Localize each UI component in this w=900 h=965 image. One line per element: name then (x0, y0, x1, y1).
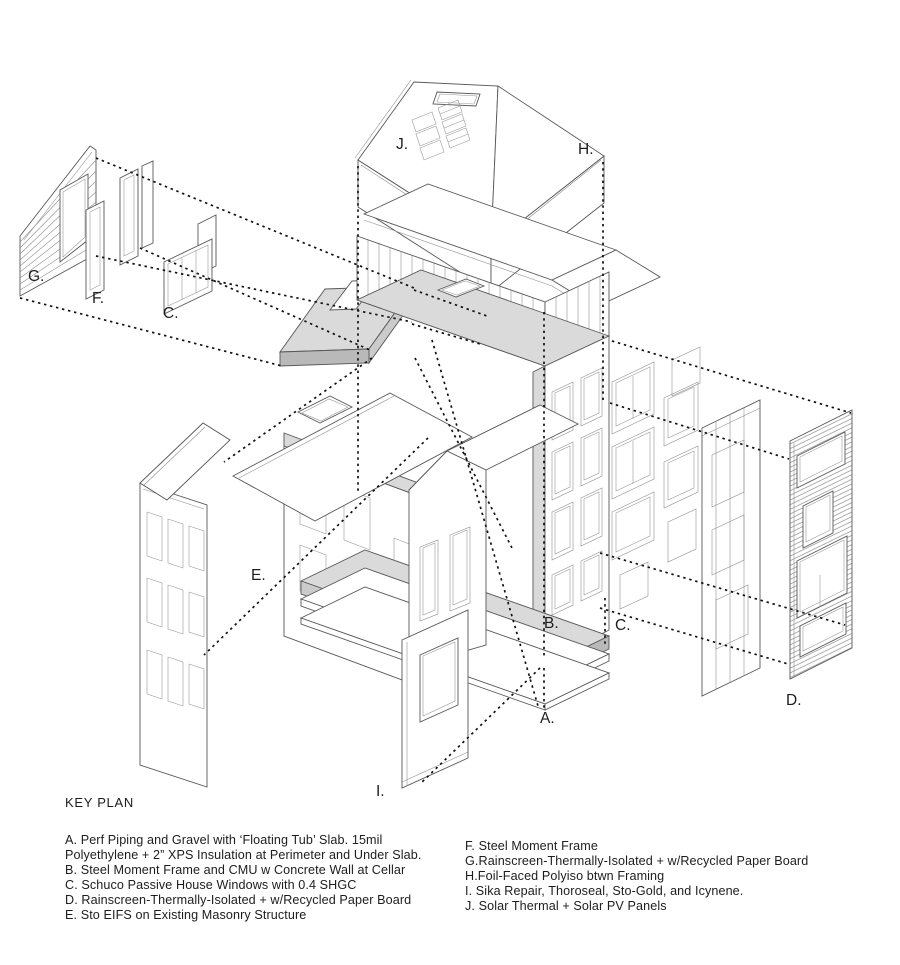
label-e: E. (251, 567, 266, 584)
label-g: G. (28, 268, 45, 285)
label-c-right: C. (615, 617, 631, 634)
legend-entry-a: A. Perf Piping and Gravel with ‘Floating Tub’ Slab. 15mil (65, 833, 383, 847)
legend-entry-f: F. Steel Moment Frame (465, 839, 598, 853)
panel-sheathing-board (702, 400, 760, 696)
neighbor-wall-panel (140, 423, 230, 787)
legend-entry-b: B. Steel Moment Frame and CMU w Concrete Wall at Cellar (65, 863, 406, 877)
label-c-left: C. (163, 305, 179, 322)
legend-entry-g: G.Rainscreen-Thermally-Isolated + w/Recycled Paper Board (465, 854, 809, 868)
panel-c-windows-left (164, 215, 216, 314)
legend-entry-c: C. Schuco Passive House Windows with 0.4 SHGC (65, 878, 357, 892)
panel-i-repair-strip (402, 610, 468, 788)
legend-entry-h: H.Foil-Faced Polyiso btwn Framing (465, 869, 665, 883)
label-b: B. (544, 615, 559, 632)
label-f: F. (92, 290, 105, 307)
legend-entry-i: I. Sika Repair, Thoroseal, Sto-Gold, and Icynene. (465, 884, 744, 898)
label-i: I. (376, 783, 385, 800)
legend-entry-a-cont: Polyethylene + 2” XPS Insulation at Perimeter and Under Slab. (65, 848, 422, 862)
label-a: A. (540, 710, 555, 727)
legend-entry-d: D. Rainscreen-Thermally-Isolated + w/Recycled Paper Board (65, 893, 412, 907)
legend-entry-e: E. Sto EIFS on Existing Masonry Structure (65, 908, 307, 922)
panel-d-rainscreen (790, 410, 852, 679)
label-d: D. (786, 692, 802, 709)
legend-entry-j: J. Solar Thermal + Solar PV Panels (465, 899, 667, 913)
panel-c-windows-right (612, 347, 700, 609)
roof-plate-left (140, 423, 230, 500)
label-h: H. (578, 141, 594, 158)
legend-title: KEY PLAN (65, 795, 134, 810)
legend-column-left (65, 833, 421, 923)
legend-column-right (465, 839, 808, 914)
label-j: J. (396, 136, 409, 153)
